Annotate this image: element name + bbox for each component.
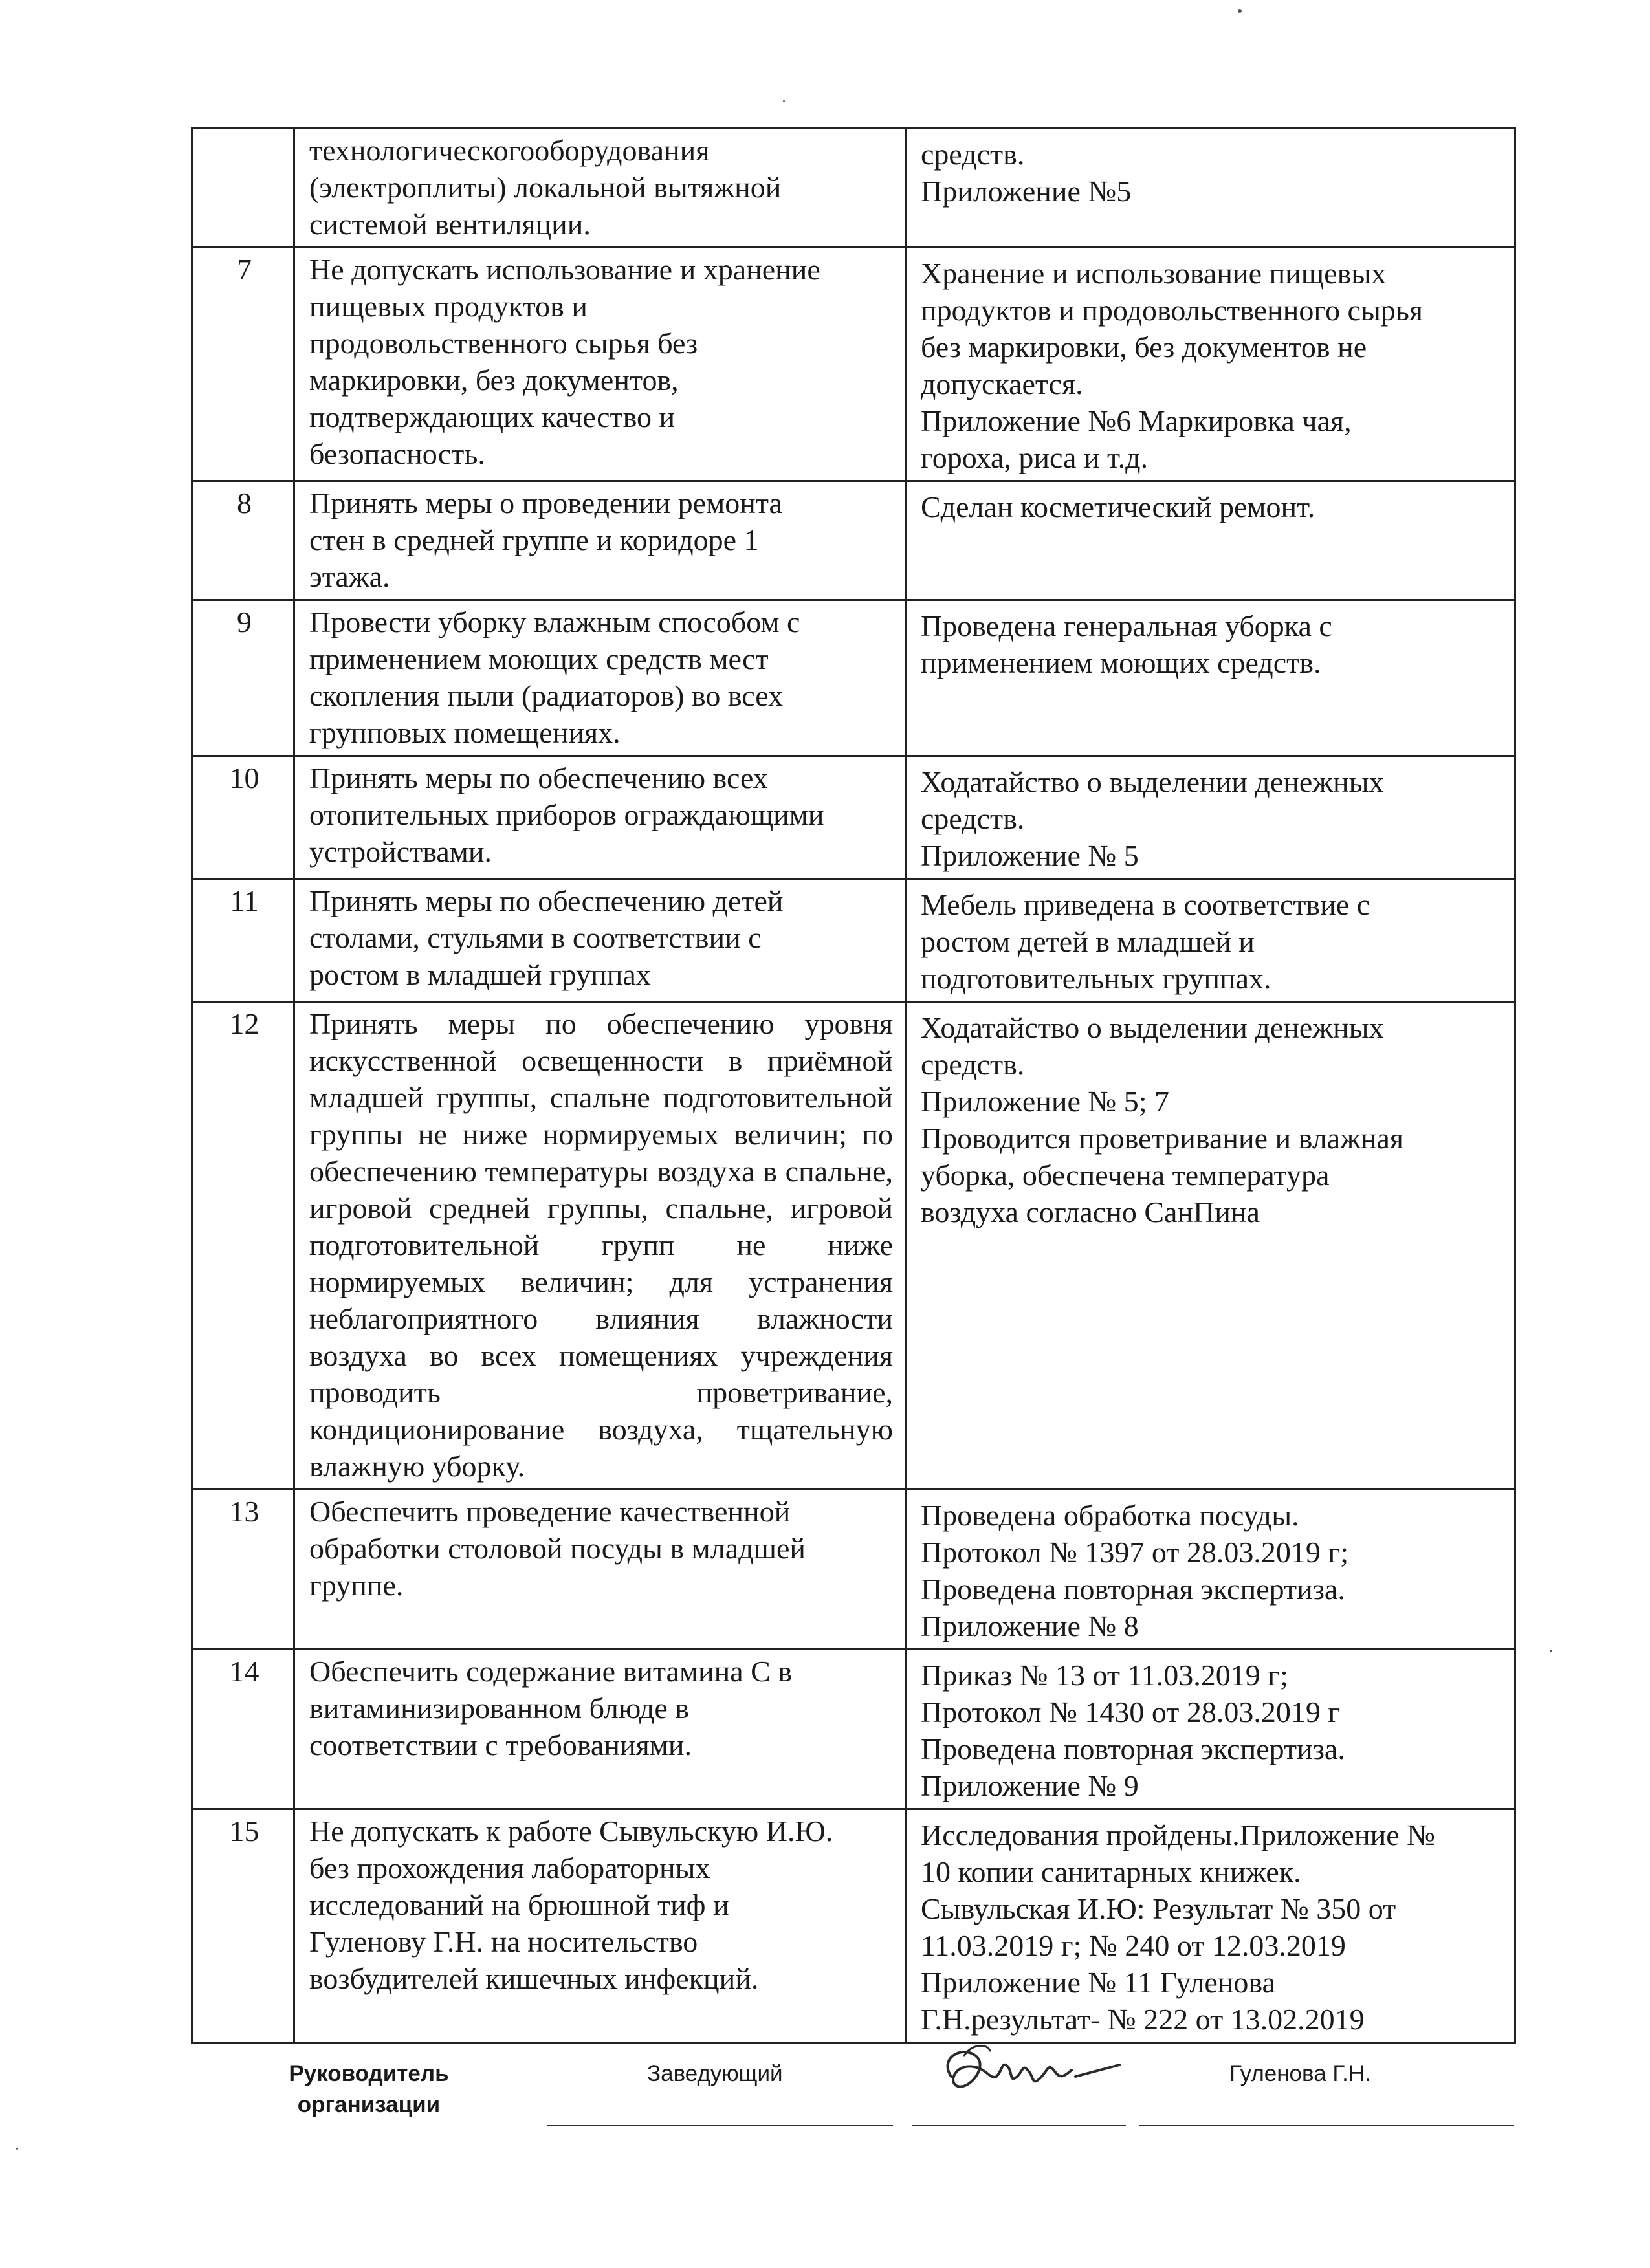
result-line: Сделан косметический ремонт. [921,490,1315,523]
requirement-line: Обеспечить проведение качественной [309,1495,791,1528]
signatory-position: Заведующий [647,2061,783,2086]
result-line: Приложение № 8 [921,1609,1139,1642]
signatory-label-line-1: Руководитель [289,2061,449,2086]
result-cell [906,1650,1515,1809]
result-line: Проведена повторная экспертиза. [921,1732,1345,1765]
requirement-line: безопасность. [309,437,485,470]
result-line: Приложение № 5 [921,839,1139,872]
requirement-line: столами, стульями в соответствии с [309,921,762,954]
result-line: гороха, риса и т.д. [921,441,1149,474]
scan-speck [783,100,785,102]
scan-speck [1550,1650,1552,1652]
table-row [192,600,1515,756]
result-line: Протокол № 1430 от 28.03.2019 г [921,1696,1341,1728]
requirement-line: группе. [309,1569,404,1602]
requirement-line: Гуленову Г.Н. на носительство [309,1925,698,1958]
requirement-line: Провести уборку влажным способом с [309,605,800,638]
result-line: Сывульская И.Ю: Результат № 350 от [921,1892,1396,1925]
requirement-line: этажа. [309,560,390,593]
requirement-cell [294,248,906,481]
requirement-line: Принять меры по обеспечению детей [309,884,784,917]
result-line: Ходатайство о выделении денежных [921,765,1384,798]
table-row [192,248,1515,481]
requirement-line: маркировки, без документов, [309,364,679,397]
row-number-cell: 12 [192,1002,294,1490]
result-line: средств. [921,1048,1025,1081]
scan-speck [16,2148,18,2150]
requirement-cell [294,481,906,600]
result-line: уборка, обеспечена температура [921,1159,1330,1192]
result-line: без маркировки, без документов не [921,331,1367,364]
result-line: воздуха согласно СанПина [921,1195,1260,1228]
result-line: Исследования пройдены.Приложение № [921,1818,1436,1851]
requirement-line: без прохождения лабораторных [309,1851,710,1884]
result-line: Ходатайство о выделении денежных [921,1011,1384,1044]
scan-speck [1238,9,1242,13]
result-line: Приложение №6 Маркировка чая, [921,404,1352,437]
requirement-line: устройствами. [309,835,492,868]
result-line: 10 копии санитарных книжек. [921,1855,1301,1888]
row-number-cell: 15 [192,1809,294,2043]
row-number-cell: 10 [192,756,294,879]
requirement-cell: Принять меры по обеспечению уровня искусственной освещенности в приёмной младшей группы, спальне подготовительной группы не ниже нормируемых величин; по обеспечению температуры воздуха в спальне, игровой средней группы, спальне, игровой подготовительной групп не ниже нормируемых величин; для устранения неблагоприятного влияния влажности воздуха во всех помещениях учреждения проводить проветривание, кондиционирование воздуха, тщательную влажную уборку. [294,1002,906,1490]
requirement-cell [294,129,906,248]
signatory-label [259,2058,479,2121]
result-line: Приложение № 9 [921,1769,1139,1802]
table-row [192,1490,1515,1650]
measures-table-body [192,129,1515,2043]
result-cell [906,248,1515,481]
requirement-cell [294,600,906,756]
result-line: средств. [921,802,1025,835]
signatory-name: Гуленова Г.Н. [1229,2061,1371,2086]
measures-table [191,127,1516,2044]
result-cell [906,600,1515,756]
requirement-line: отопительных приборов ограждающими [309,798,824,831]
requirement-line: Не допускать к работе Сывульскую И.Ю. [309,1815,833,1848]
requirement-line: системой вентиляции. [309,208,591,241]
result-cell [906,879,1515,1002]
row-number-cell: 11 [192,879,294,1002]
result-line: Проведена генеральная уборка с [921,609,1332,642]
result-line: применением моющих средств. [921,646,1321,679]
result-line: Приказ № 13 от 11.03.2019 г; [921,1659,1288,1692]
row-number-cell: 9 [192,600,294,756]
requirement-line: ростом в младшей группах [309,958,651,991]
requirement-line: исследований на брюшной тиф и [309,1888,729,1921]
requirement-line: продовольственного сырья без [309,327,698,360]
requirement-line: витаминизированном блюде в [309,1692,689,1725]
requirement-line: соответствии с требованиями. [309,1728,692,1761]
result-line: Приложение № 11 Гуленова [921,1966,1275,1999]
requirement-cell [294,879,906,1002]
result-cell [906,756,1515,879]
result-cell [906,1002,1515,1490]
requirement-cell [294,1650,906,1809]
requirement-line: стен в средней группе и коридоре 1 [309,523,759,556]
requirement-cell [294,756,906,879]
row-number-cell: 13 [192,1490,294,1650]
requirement-line: возбудителей кишечных инфекций. [309,1962,759,1995]
requirement-line: скопления пыли (радиаторов) во всех [309,679,784,712]
requirement-cell [294,1490,906,1650]
result-cell [906,1490,1515,1650]
name-underline [1139,2125,1514,2126]
requirement-line: пищевых продуктов и [309,290,588,323]
table-row [192,879,1515,1002]
requirement-line: Не допускать использование и хранение [309,253,820,286]
result-line: Проведена обработка посуды. [921,1499,1299,1532]
requirement-line: технологическогооборудования [309,134,710,167]
result-line: Проведена повторная экспертиза. [921,1573,1345,1606]
result-line: Мебель приведена в соответствие с [921,888,1370,921]
table-row [192,1002,1515,1490]
requirement-line: Принять меры о проведении ремонта [309,486,782,519]
signatory-label-line-2: организации [297,2092,441,2117]
result-line: допускается. [921,367,1083,400]
result-line: 11.03.2019 г; № 240 от 12.03.2019 [921,1929,1346,1962]
result-line: средств. [921,138,1025,171]
result-cell [906,1809,1515,2043]
requirement-line: Принять меры по обеспечению всех [309,761,768,794]
result-line: Приложение № 5; 7 [921,1085,1170,1118]
table-row [192,1809,1515,2043]
position-underline [547,2125,893,2126]
requirement-line: групповых помещениях. [309,716,621,749]
result-line: Протокол № 1397 от 28.03.2019 г; [921,1536,1349,1569]
result-line: Проводится проветривание и влажная [921,1122,1404,1155]
result-line: Приложение №5 [921,175,1132,208]
row-number-cell: 7 [192,248,294,481]
requirement-cell [294,1809,906,2043]
requirement-line: применением моющих средств мест [309,642,769,675]
table-row [192,481,1515,600]
requirement-line: Обеспечить содержание витамина С в [309,1655,793,1688]
table-row [192,756,1515,879]
result-line: Хранение и использование пищевых [921,257,1387,290]
result-line: продуктов и продовольственного сырья [921,294,1424,327]
table-row [192,1650,1515,1809]
signature-underline [912,2125,1126,2126]
row-number-cell: 8 [192,481,294,600]
requirement-line: подтверждающих качество и [309,400,676,433]
requirement-line: обработки столовой посуды в младшей [309,1532,806,1565]
result-cell [906,481,1515,600]
result-line: ростом детей в младшей и [921,925,1255,958]
row-number-cell [192,129,294,248]
result-line: подготовительных группах. [921,962,1271,995]
table-row [192,129,1515,248]
result-cell [906,129,1515,248]
result-line: Г.Н.результат- № 222 от 13.02.2019 [921,2003,1365,2036]
requirement-line: (электроплиты) локальной вытяжной [309,171,782,204]
row-number-cell: 14 [192,1650,294,1809]
